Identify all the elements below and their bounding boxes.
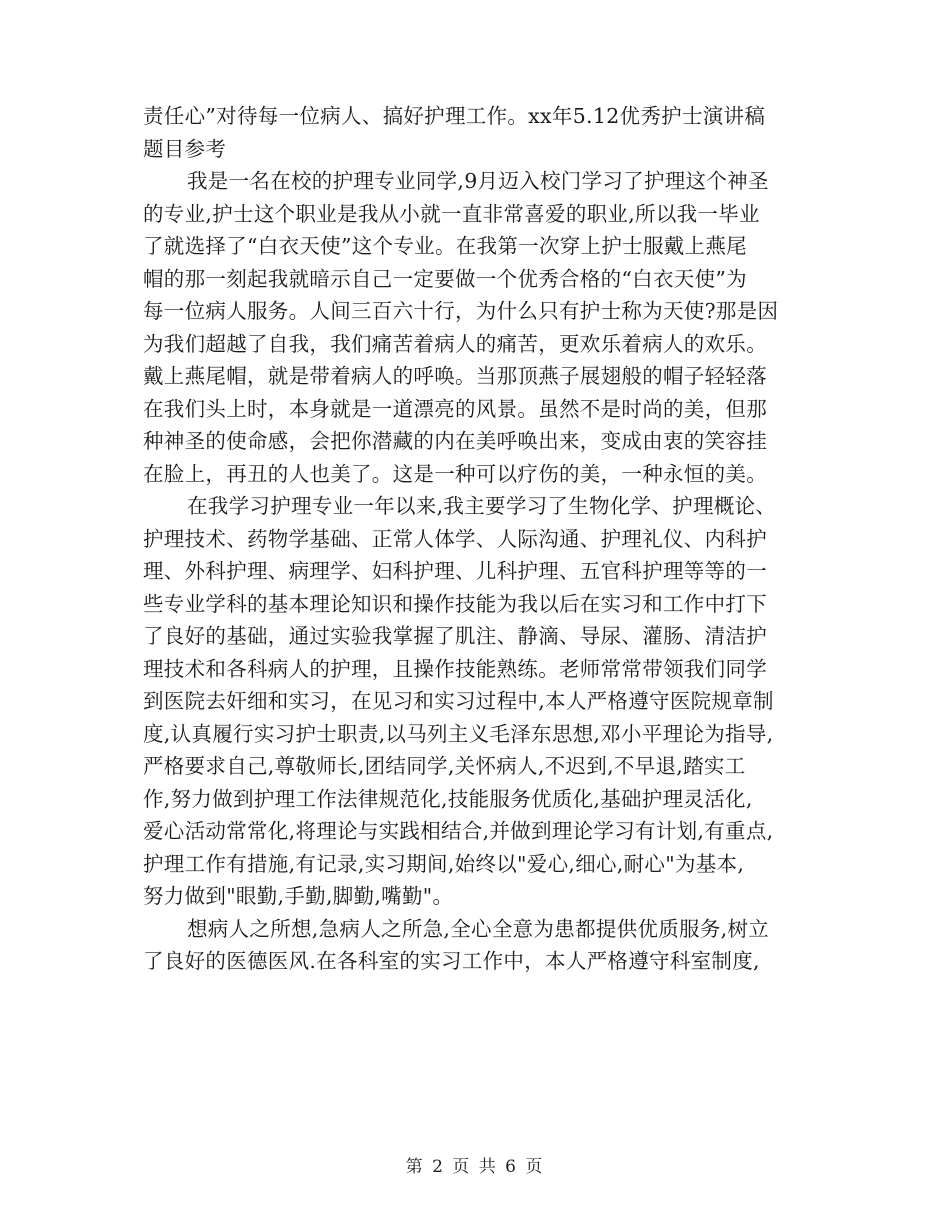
text-line: 护理工作有措施,有记录,实习期间,始终以"爱心,细心,耐心"为基本, xyxy=(143,851,745,876)
text-line: 在脸上，再丑的人也美了。这是一种可以疗伤的美，一种永恒的美。 xyxy=(143,461,767,486)
text-line: 我是一名在校的护理专业同学,9月迈入校门学习了护理这个神圣 xyxy=(187,169,769,193)
text-line: 在我们头上时，本身就是一道漂亮的风景。虽然不是时尚的美，但那 xyxy=(143,396,767,421)
text-line: 种神圣的使命感，会把你潜藏的内在美呼唤出来，变成由衷的笑容挂 xyxy=(143,429,767,453)
text-line: 理技术和各科病人的护理，且操作技能熟练。老师常常带领我们同学 xyxy=(143,656,767,681)
page-footer: 第 2 页 共 6 页 xyxy=(405,1157,545,1177)
text-line: 在我学习护理专业一年以来,我主要学习了生物化学、护理概论、 xyxy=(187,494,777,518)
text-line: 了就选择了“白衣天使”这个专业。在我第一次穿上护士服戴上燕尾 xyxy=(143,234,747,258)
paragraph xyxy=(143,165,807,490)
text-line: 护理技术、药物学基础、正常人体学、人际沟通、护理礼仪、内科护 xyxy=(143,526,767,551)
text-line: 度,认真履行实习护士职责,以马列主义毛泽东思想,邓小平理论为指导, xyxy=(143,721,774,746)
text-line: 严格要求自己,尊敬师长,团结同学,关怀病人,不迟到,不早退,踏实工 xyxy=(143,754,746,778)
paragraph xyxy=(143,100,807,165)
text-line: 些专业学科的基本理论知识和操作技能为我以后在实习和工作中打下 xyxy=(143,591,767,616)
document-page xyxy=(143,100,807,978)
text-line: 每一位病人服务。人间三百六十行，为什么只有护士称为天使?那是因 xyxy=(143,299,779,323)
paragraph xyxy=(143,913,807,978)
text-line: 想病人之所想,急病人之所急,全心全意为患都提供优质服务,树立 xyxy=(187,916,770,941)
text-line: 了良好的医德医风.在各科室的实习工作中，本人严格遵守科室制度, xyxy=(143,949,760,973)
text-line: 题目参考 xyxy=(143,136,227,161)
text-line: 责任心”对待每一位病人、搞好护理工作。xx年5.12优秀护士演讲稿 xyxy=(143,104,766,128)
text-line: 到医院去奸细和实习，在见习和实习过程中,本人严格遵守医院规章制 xyxy=(143,689,774,713)
text-line: 作,努力做到护理工作法律规范化,技能服务优质化,基础护理灵活化, xyxy=(143,786,753,811)
text-line: 戴上燕尾帽，就是带着病人的呼唤。当那顶燕子展翅般的帽子轻轻落 xyxy=(143,364,767,388)
text-line: 努力做到"眼勤,手勤,脚勤,嘴勤"。 xyxy=(143,884,454,908)
text-line: 为我们超越了自我，我们痛苦着病人的痛苦，更欢乐着病人的欢乐。 xyxy=(143,331,767,356)
text-line: 爱心活动常常化,将理论与实践相结合,并做到理论学习有计划,有重点, xyxy=(143,819,774,843)
text-line: 理、外科护理、病理学、妇科护理、儿科护理、五官科护理等等的一 xyxy=(143,559,767,583)
paragraph xyxy=(143,490,807,913)
text-line: 帽的那一刻起我就暗示自己一定要做一个优秀合格的“白衣天使”为 xyxy=(143,266,747,291)
text-line: 的专业,护士这个职业是我从小就一直非常喜爱的职业,所以我一毕业 xyxy=(143,201,760,226)
text-line: 了良好的基础，通过实验我掌握了肌注、静滴、导尿、灌肠、清洁护 xyxy=(143,624,767,648)
